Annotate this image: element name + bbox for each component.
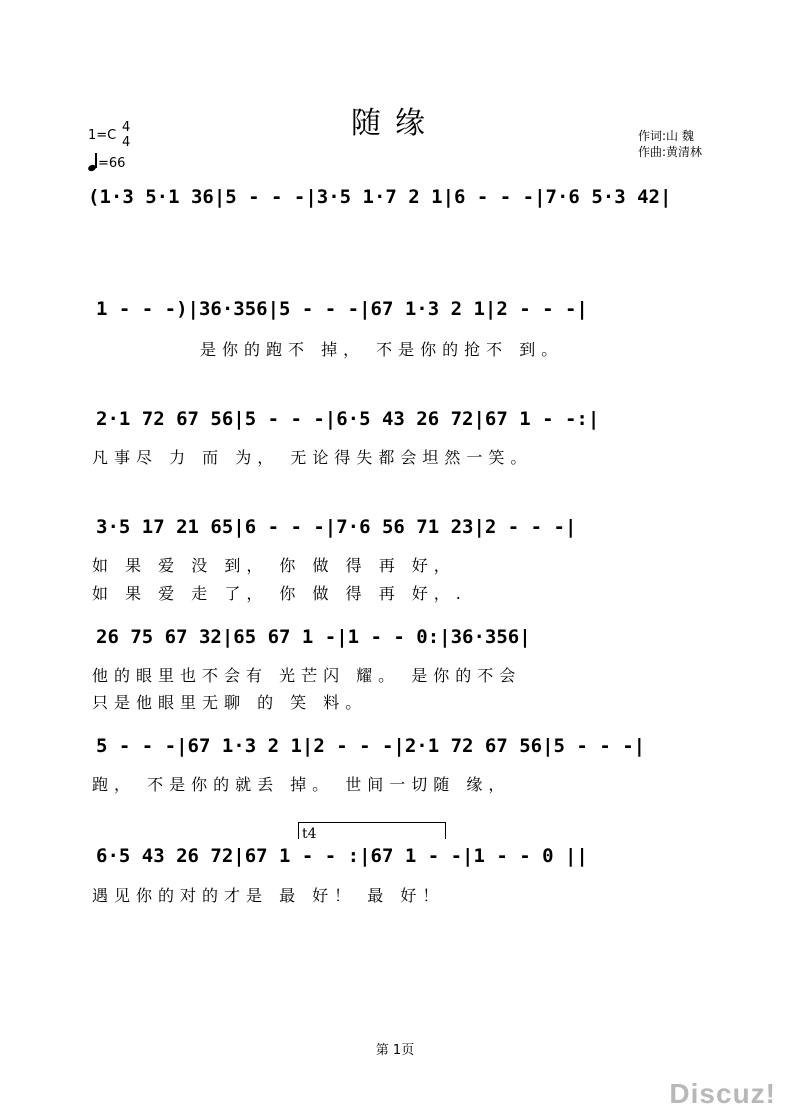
score-row-4-lyric-2: 如 果 爱 走 了， 你 做 得 再 好，. xyxy=(92,584,467,603)
credits xyxy=(638,128,702,160)
watermark-logo: Discuz! xyxy=(669,1078,776,1109)
composer: 作曲:黄清林 xyxy=(638,145,703,159)
time-signature xyxy=(122,120,130,150)
score-row-5-notes: 26 75 67 32|65 67 1 -|1 - - 0:|36·356| xyxy=(96,626,531,648)
score-row-7-notes: 6·5 43 26 72|67 1 - - :|67 1 - -|1 - - 0 || xyxy=(96,845,588,867)
volta-bracket xyxy=(298,822,446,839)
lyricist: 作词:山 魏 xyxy=(638,129,694,143)
song-title: 随缘 xyxy=(351,106,439,141)
score-row-4-lyric-1: 如 果 爱 没 到， 你 做 得 再 好， xyxy=(92,556,456,575)
score-row-4-notes: 3·5 17 21 65|6 - - -|7·6 56 71 23|2 - - -| xyxy=(96,516,577,538)
time-signature-bottom: 4 xyxy=(122,135,131,150)
score-row-2-notes: 1 - - -)|36·356|5 - - -|67 1·3 2 1|2 - - -| xyxy=(96,298,588,320)
tempo-marking xyxy=(88,153,125,171)
score-row-5-lyric-1: 他的眼里也不会有 光芒闪 耀。 是你的不会 xyxy=(92,666,522,685)
key-signature: 1=C xyxy=(88,128,117,143)
page-number: 第 1页 xyxy=(375,1043,415,1058)
score-row-3-lyric-1: 凡事尽 力 而 为， 无论得失都会坦然一笑。 xyxy=(92,448,533,467)
score-row-7-lyric-1: 遇见你的对的才是 最 好！ 最 好！ xyxy=(92,886,445,905)
score-row-5-lyric-2: 只是他眼里无聊 的 笑 料。 xyxy=(92,693,368,712)
tempo-value: =66 xyxy=(98,156,126,171)
score-row-6-notes: 5 - - -|67 1·3 2 1|2 - - -|2·1 72 67 56|5 - - -| xyxy=(96,735,646,757)
time-signature-top: 4 xyxy=(122,120,131,135)
score-row-2-lyric-1: 是你的跑不 掉， 不是你的抢不 到。 xyxy=(200,340,564,359)
score-row-1-notes: (1·3 5·1 36|5 - - -|3·5 1·7 2 1|6 - - -|7·6 5·3 42| xyxy=(88,186,672,208)
score-row-3-notes: 2·1 72 67 56|5 - - -|6·5 43 26 72|67 1 - -:| xyxy=(96,408,600,430)
score-row-6-lyric-1: 跑， 不是你的就丢 掉。 世间一切随 缘， xyxy=(92,775,511,794)
quarter-note-icon xyxy=(88,153,98,171)
volta-label: t4 xyxy=(302,826,317,842)
